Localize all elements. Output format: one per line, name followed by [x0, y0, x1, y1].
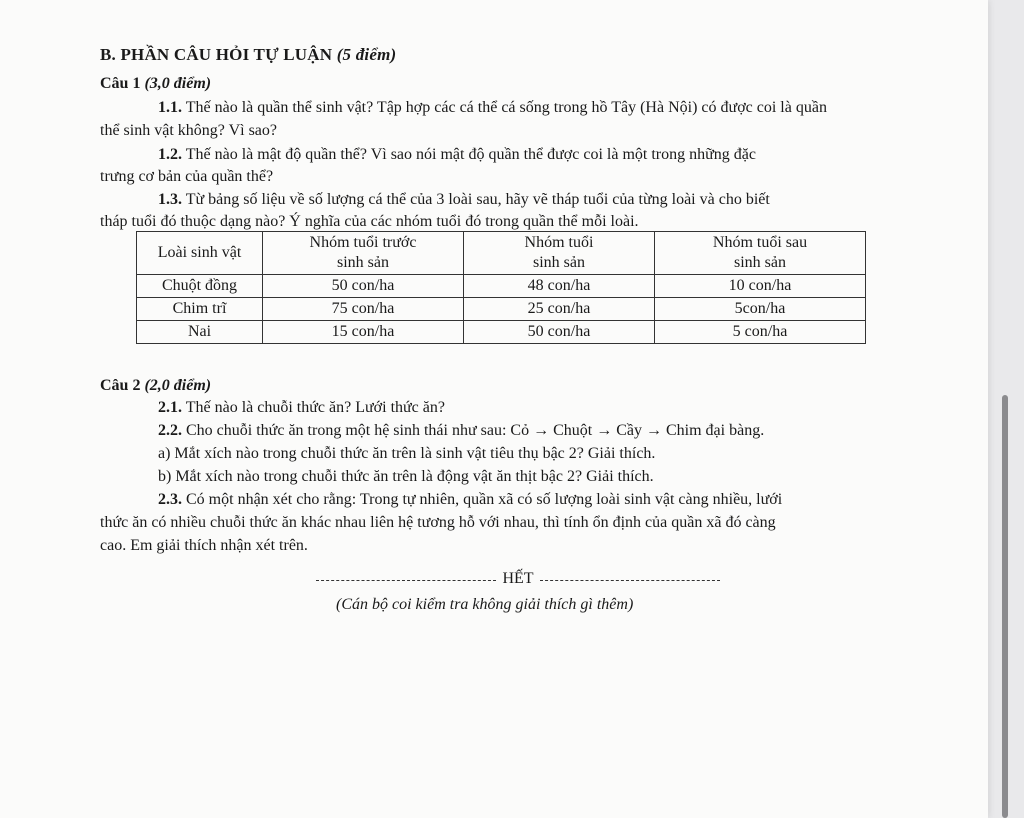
table-cell: 75 con/ha: [263, 298, 464, 321]
question-1-points: (3,0 điểm): [144, 75, 212, 92]
q2-3-line1: [158, 490, 782, 510]
table-row: [137, 298, 866, 321]
q1-2-line2: trưng cơ bản của quần thể?: [100, 168, 274, 185]
population-table: [136, 231, 866, 344]
q2-3-label: 2.3.: [158, 491, 182, 508]
table-cell: Nai: [137, 321, 263, 344]
q2-2-line: [158, 421, 764, 441]
q2-1-label: 2.1.: [158, 399, 182, 416]
q1-3-line2: tháp tuổi đó thuộc dạng nào? Ý nghĩa của các nhóm tuổi đó trong quần thể mỗi loài.: [100, 213, 639, 230]
q2-1-text: Thế nào là chuỗi thức ăn? Lưới thức ăn?: [185, 399, 445, 416]
section-title-text: B. PHẦN CÂU HỎI TỰ LUẬN: [100, 45, 333, 64]
question-2-heading: [100, 376, 211, 396]
q1-1-label: 1.1.: [158, 99, 182, 116]
table-cell: 50 con/ha: [464, 321, 655, 344]
table-header-cell: [464, 232, 655, 275]
end-dash-right: [540, 580, 720, 581]
q1-2-text: Thế nào là mật độ quần thể? Vì sao nói mật độ quần thể được coi là một trong những đặc: [185, 146, 756, 163]
table-row: [137, 321, 866, 344]
scrollbar-thumb[interactable]: [1002, 395, 1008, 818]
q2-2-label: 2.2.: [158, 422, 182, 439]
q2-2b-line: b) Mắt xích nào trong chuỗi thức ăn trên là động vật ăn thịt bậc 2? Giải thích.: [158, 468, 654, 485]
header-text: sinh sản: [533, 254, 585, 271]
table-cell: 25 con/ha: [464, 298, 655, 321]
q2-1-line: [158, 398, 445, 418]
q2-3-line3: cao. Em giải thích nhận xét trên.: [100, 537, 308, 554]
q1-3-text: Từ bảng số liệu về số lượng cá thể của 3 loài sau, hãy vẽ tháp tuổi của từng loài và cho biết: [185, 191, 770, 208]
header-text: Nhóm tuổi sau: [712, 234, 808, 251]
section-title: [100, 45, 396, 65]
end-dash-left: [316, 580, 496, 581]
table-row: [137, 275, 866, 298]
table-header-cell: [655, 232, 866, 275]
q1-3-line1: [158, 190, 770, 210]
section-points: (5 điểm): [336, 45, 397, 64]
q1-3-label: 1.3.: [158, 191, 182, 208]
q2-2-text: Cho chuỗi thức ăn trong một hệ sinh thái như sau: Cỏ → Chuột → Cầy → Chim đại bàng.: [186, 422, 765, 439]
table-cell: 5con/ha: [655, 298, 866, 321]
table-header-cell: [263, 232, 464, 275]
question-2-points: (2,0 điểm): [144, 377, 212, 394]
q1-1-line2: thể sinh vật không? Vì sao?: [100, 122, 278, 139]
end-marker: [316, 570, 720, 588]
table-cell: 5 con/ha: [655, 321, 866, 344]
table-header-cell: [137, 232, 263, 275]
q2-3-line2: thức ăn có nhiều chuỗi thức ăn khác nhau liên hệ tương hỗ với nhau, thì tính ổn định của quần xã đó càng: [100, 514, 776, 531]
table-cell: 15 con/ha: [263, 321, 464, 344]
table-cell: Chim trĩ: [137, 298, 263, 321]
q2-3-text: Có một nhận xét cho rằng: Trong tự nhiên, quần xã có số lượng loài sinh vật càng nhiều, lưới: [186, 491, 783, 508]
header-text: Nhóm tuổi trước: [309, 234, 417, 251]
question-1-heading: [100, 74, 211, 94]
table-cell: 50 con/ha: [263, 275, 464, 298]
table-header-row: [137, 232, 866, 275]
q1-2-label: 1.2.: [158, 146, 182, 163]
header-text: sinh sản: [734, 254, 786, 271]
table-cell: Chuột đồng: [137, 275, 263, 298]
q2-2a-line: a) Mắt xích nào trong chuỗi thức ăn trên là sinh vật tiêu thụ bậc 2? Giải thích.: [158, 445, 656, 462]
table-cell: 48 con/ha: [464, 275, 655, 298]
q1-1-text: Thế nào là quần thể sinh vật? Tập hợp các cá thể cá sống trong hồ Tây (Hà Nội) có được coi là quần: [185, 99, 827, 116]
header-text: sinh sản: [337, 254, 389, 271]
table-cell: 10 con/ha: [655, 275, 866, 298]
q1-2-line1: [158, 145, 756, 165]
q1-1-line1: [158, 98, 827, 118]
end-note: (Cán bộ coi kiểm tra không giải thích gì thêm): [336, 596, 634, 613]
header-text: Nhóm tuổi: [524, 234, 594, 251]
end-text: HẾT: [502, 570, 534, 587]
question-1-title: Câu 1: [100, 75, 141, 92]
question-2-title: Câu 2: [100, 377, 141, 394]
header-text: Loài sinh vật: [157, 244, 242, 261]
